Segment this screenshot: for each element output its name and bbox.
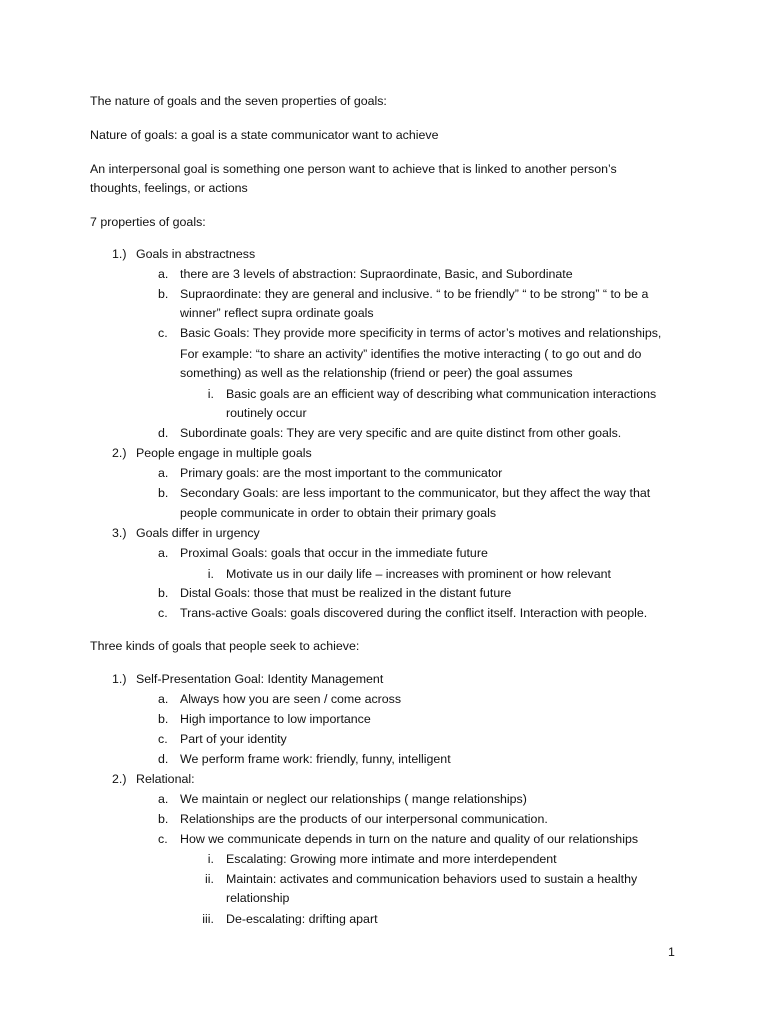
- list-item-text: We perform frame work: friendly, funny, intelligent: [180, 752, 451, 766]
- list-item-text: High importance to low importance: [180, 712, 371, 726]
- list-item-text: Supraordinate: they are general and inclusive. “ to be friendly” “ to be strong” “ to be a: [180, 287, 649, 301]
- list-marker: 1.): [112, 672, 127, 686]
- list-marker: b.: [158, 586, 169, 600]
- list-marker: b.: [158, 486, 169, 500]
- list-item-text: relationship: [226, 891, 290, 905]
- list-item-text: Subordinate goals: They are very specific and are quite distinct from other goals.: [180, 426, 622, 440]
- list-marker: iii.: [202, 912, 214, 926]
- list-item-text: there are 3 levels of abstraction: Supraordinate, Basic, and Subordinate: [180, 267, 573, 281]
- list-marker: b.: [158, 712, 169, 726]
- list-marker: i.: [207, 852, 214, 866]
- list-marker: b.: [158, 287, 169, 301]
- nature-of-goals-line: Nature of goals: a goal is a state communicator want to achieve: [90, 128, 439, 142]
- list-item-text: Basic goals are an efficient way of describing what communication interactions: [226, 387, 657, 401]
- list-marker: a.: [158, 792, 169, 806]
- list-item-text: Part of your identity: [180, 732, 287, 746]
- list-item-text: Always how you are seen / come across: [180, 692, 402, 706]
- kinds-heading: Three kinds of goals that people seek to achieve:: [90, 639, 360, 653]
- properties-heading: 7 properties of goals:: [90, 215, 206, 229]
- list-item-text: Proximal Goals: goals that occur in the immediate future: [180, 546, 488, 560]
- list-item-text: Primary goals: are the most important to the communicator: [180, 466, 503, 480]
- list-marker: a.: [158, 267, 169, 281]
- list-marker: c.: [158, 326, 168, 340]
- list-item-text: For example: “to share an activity” identifies the motive interacting ( to go out and do: [180, 347, 642, 361]
- list-item-text: Motivate us in our daily life – increases with prominent or how relevant: [226, 567, 611, 581]
- list-item-text: Relational:: [136, 772, 195, 786]
- list-marker: 3.): [112, 526, 127, 540]
- list-marker: b.: [158, 812, 169, 826]
- list-item-text: Trans-active Goals: goals discovered during the conflict itself. Interaction with people.: [180, 606, 648, 620]
- list-marker: d.: [158, 426, 169, 440]
- list-item-text: We maintain or neglect our relationships ( mange relationships): [180, 792, 527, 806]
- list-marker: ii.: [205, 872, 214, 886]
- list-item-text: routinely occur: [226, 406, 307, 420]
- list-item-text: Escalating: Growing more intimate and more interdependent: [226, 852, 557, 866]
- list-item-text: De-escalating: drifting apart: [226, 912, 378, 926]
- list-item-text: Distal Goals: those that must be realized in the distant future: [180, 586, 512, 600]
- list-item-text: Secondary Goals: are less important to the communicator, but they affect the way that: [180, 486, 651, 500]
- interpersonal-goal-line-2: thoughts, feelings, or actions: [90, 181, 248, 195]
- list-marker: c.: [158, 606, 168, 620]
- list-marker: i.: [207, 387, 214, 401]
- list-item-text: winner” reflect supra ordinate goals: [180, 306, 374, 320]
- list-marker: i.: [207, 567, 214, 581]
- list-marker: a.: [158, 692, 169, 706]
- list-marker: a.: [158, 546, 169, 560]
- interpersonal-goal-line-1: An interpersonal goal is something one person want to achieve that is linked to another person’s: [90, 162, 617, 176]
- list-marker: d.: [158, 752, 169, 766]
- list-marker: c.: [158, 732, 168, 746]
- list-item-text: Maintain: activates and communication behaviors used to sustain a healthy: [226, 872, 638, 886]
- list-item-text: Goals differ in urgency: [136, 526, 260, 540]
- list-marker: 2.): [112, 772, 127, 786]
- list-item-text: Relationships are the products of our interpersonal communication.: [180, 812, 548, 826]
- document-heading: The nature of goals and the seven properties of goals:: [90, 94, 387, 108]
- list-item-text: Basic Goals: They provide more specificity in terms of actor’s motives and relationships,: [180, 326, 662, 340]
- list-item-text: People engage in multiple goals: [136, 446, 312, 460]
- list-item-text: people communicate in order to obtain their primary goals: [180, 506, 497, 520]
- list-marker: c.: [158, 832, 168, 846]
- list-marker: a.: [158, 466, 169, 480]
- page-number: 1: [668, 945, 675, 959]
- list-item-text: Self-Presentation Goal: Identity Management: [136, 672, 384, 686]
- list-item-text: Goals in abstractness: [136, 247, 256, 261]
- list-marker: 1.): [112, 247, 127, 261]
- list-item-text: something) as well as the relationship (friend or peer) the goal assumes: [180, 366, 573, 380]
- list-item-text: How we communicate depends in turn on the nature and quality of our relationships: [180, 832, 639, 846]
- list-marker: 2.): [112, 446, 127, 460]
